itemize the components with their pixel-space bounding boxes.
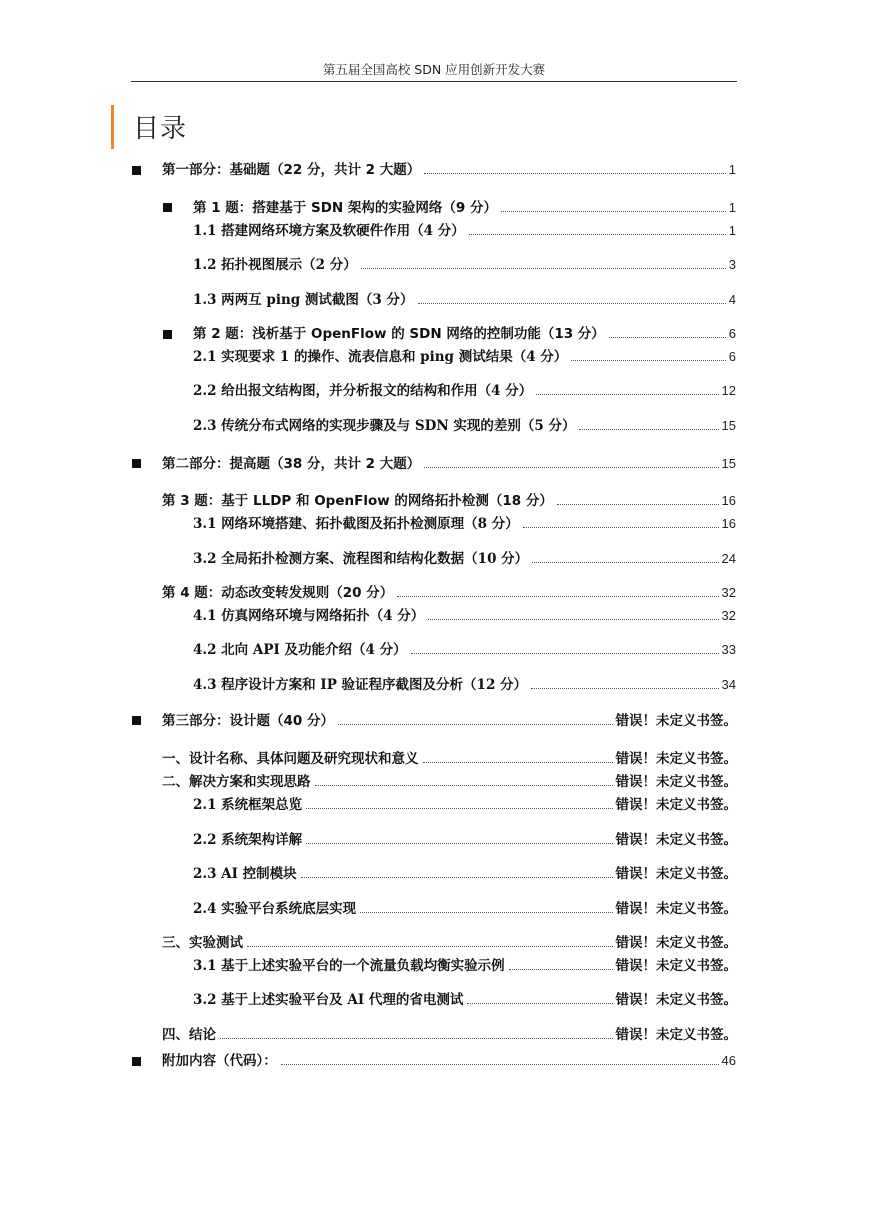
page-header: 第五届全国高校 SDN 应用创新开发大赛 [131,60,737,82]
toc-entry-label: 第 4 题：动态改变转发规则（20 分） [162,585,394,601]
toc-entry-page: 1 [728,162,736,177]
toc-entry-label: 第 2 题：浅析基于 OpenFlow 的 SDN 网络的控制功能（13 分） [193,326,605,342]
toc-entry-page: 错误！未定义书签。 [615,774,737,790]
toc-entry-page: 3 [728,257,736,272]
bullet-appendix [132,1057,141,1066]
toc-leader-dots [424,173,725,174]
toc-entry-page: 错误！未定义书签。 [615,751,737,767]
title-accent-bar [111,105,114,149]
toc-entry-label: 1.3 两两互 ping 测试截图（3 分） [193,292,414,308]
toc-entry[interactable] [162,750,737,768]
toc-leader-dots [523,527,719,528]
toc-leader-dots [428,619,718,620]
toc-leader-dots [306,808,612,809]
toc-entry-label: 3.1 网络环境搭建、拓扑截图及拓扑检测原理（8 分） [193,516,519,532]
toc-leader-dots [397,596,718,597]
toc-leader-dots [301,877,613,878]
bullet-part3 [132,716,141,725]
bullet-part1 [132,166,141,175]
toc-leader-dots [418,303,726,304]
toc-leader-dots [571,360,725,361]
toc-entry[interactable] [162,934,737,952]
toc-leader-dots [467,1003,612,1004]
toc-entry-page: 6 [728,326,736,341]
toc-entry-page: 错误！未定义书签。 [615,797,737,813]
toc-entry-label: 3.1 基于上述实验平台的一个流量负载均衡实验示例 [193,958,505,974]
toc-entry[interactable] [193,796,737,814]
toc-entry-label: 2.2 系统架构详解 [193,832,303,848]
toc-entry-page: 错误！未定义书签。 [615,992,737,1008]
toc-leader-dots [247,946,613,947]
toc-entry-label: 第一部分：基础题（22 分，共计 2 大题） [162,162,421,178]
toc-entry-page: 错误！未定义书签。 [615,935,737,951]
toc-leader-dots [281,1064,719,1065]
toc-entry[interactable] [193,417,736,435]
toc-entry[interactable] [193,676,736,694]
toc-leader-dots [557,504,719,505]
toc-leader-dots [220,1038,613,1039]
toc-entry-page: 46 [721,1053,736,1068]
toc-entry-page: 1 [728,223,736,238]
page-title: 目录 [133,114,188,144]
toc-entry[interactable] [193,900,737,918]
toc-entry-label: 第 1 题：搭建基于 SDN 架构的实验网络（9 分） [193,200,498,216]
toc-entry[interactable] [193,865,737,883]
toc-leader-dots [360,912,612,913]
toc-entry-page: 15 [721,456,736,471]
toc-leader-dots [423,762,613,763]
toc-entry-label: 1.1 搭建网络环境方案及软硬件作用（4 分） [193,223,465,239]
toc-entry[interactable] [162,1026,737,1044]
toc-entry-page: 16 [721,493,736,508]
toc-entry[interactable] [162,712,737,730]
toc-entry-page: 34 [721,677,736,692]
toc-entry-page: 错误！未定义书签。 [615,832,737,848]
toc-entry-label: 第 3 题：基于 LLDP 和 OpenFlow 的网络拓扑检测（18 分） [162,493,553,509]
toc-leader-dots [306,843,612,844]
bullet-part2 [132,459,141,468]
toc-entry-label: 2.2 给出报文结构图，并分析报文的结构和作用（4 分） [193,383,533,399]
toc-entry-page: 错误！未定义书签。 [615,713,737,729]
toc-leader-dots [532,562,718,563]
toc-entry[interactable] [193,325,736,343]
toc-entry[interactable] [193,550,736,568]
toc-entry-label: 二、解决方案和实现思路 [162,774,311,790]
toc-entry-label: 1.2 拓扑视图展示（2 分） [193,257,357,273]
toc-leader-dots [315,785,613,786]
toc-entry-label: 4.3 程序设计方案和 IP 验证程序截图及分析（12 分） [193,677,528,693]
toc-entry-label: 第二部分：提高题（38 分，共计 2 大题） [162,456,421,472]
toc-entry[interactable] [193,991,737,1009]
toc-entry[interactable] [193,641,736,659]
toc-entry-page: 32 [721,585,736,600]
toc-leader-dots [536,394,718,395]
toc-entry-page: 6 [728,349,736,364]
toc-entry[interactable] [193,291,736,309]
toc-leader-dots [361,268,726,269]
toc-entry-page: 33 [721,642,736,657]
toc-entry-label: 4.1 仿真网络环境与网络拓扑（4 分） [193,608,425,624]
bullet-q1 [163,203,172,212]
toc-entry-page: 4 [728,292,736,307]
toc-leader-dots [501,211,726,212]
toc-entry[interactable] [162,161,736,179]
bullet-q2 [163,330,172,339]
toc-entry-label: 2.3 传统分布式网络的实现步骤及与 SDN 实现的差别（5 分） [193,418,576,434]
toc-entry-label: 2.4 实验平台系统底层实现 [193,901,357,917]
toc-entry-page: 24 [721,551,736,566]
toc-entry-page: 16 [721,516,736,531]
toc-entry[interactable] [193,222,736,240]
toc-entry-label: 3.2 全局拓扑检测方案、流程图和结构化数据（10 分） [193,551,529,567]
toc-entry-label: 一、设计名称、具体问题及研究现状和意义 [162,751,419,767]
toc-entry[interactable] [193,256,736,274]
toc-entry[interactable] [193,348,736,366]
toc-leader-dots [531,688,718,689]
toc-entry-page: 错误！未定义书签。 [615,901,737,917]
toc-entry[interactable] [162,492,736,510]
toc-entry-label: 2.1 实现要求 1 的操作、流表信息和 ping 测试结果（4 分） [193,349,568,365]
toc-leader-dots [411,653,719,654]
toc-entry-label: 3.2 基于上述实验平台及 AI 代理的省电测试 [193,992,464,1008]
toc-leader-dots [469,234,726,235]
toc-leader-dots [579,429,718,430]
toc-entry[interactable] [162,1052,736,1070]
toc-leader-dots [424,467,718,468]
toc-entry-label: 三、实验测试 [162,935,243,951]
toc-entry-page: 32 [721,608,736,623]
toc-entry-page: 错误！未定义书签。 [615,958,737,974]
toc-entry-page: 15 [721,418,736,433]
toc-entry-page: 1 [728,200,736,215]
toc-leader-dots [609,337,726,338]
toc-entry-label: 2.3 AI 控制模块 [193,866,297,882]
toc-entry-label: 2.1 系统框架总览 [193,797,303,813]
toc-entry[interactable] [162,455,736,473]
toc-entry[interactable] [193,515,736,533]
toc-entry[interactable] [193,199,736,217]
toc-entry[interactable] [193,607,736,625]
toc-entry-page: 12 [721,383,736,398]
toc-entry-page: 错误！未定义书签。 [615,1027,737,1043]
toc-entry-label: 附加内容（代码）： [162,1053,277,1069]
toc-entry-label: 四、结论 [162,1027,216,1043]
toc-entry-label: 第三部分：设计题（40 分） [162,713,334,729]
toc-entry[interactable] [162,584,736,602]
toc-entry[interactable] [193,957,737,975]
toc-entry[interactable] [162,773,737,791]
toc-entry[interactable] [193,831,737,849]
toc-entry-label: 4.2 北向 API 及功能介绍（4 分） [193,642,407,658]
toc-leader-dots [338,724,613,725]
toc-entry[interactable] [193,382,736,400]
toc-leader-dots [509,969,613,970]
toc-entry-page: 错误！未定义书签。 [615,866,737,882]
